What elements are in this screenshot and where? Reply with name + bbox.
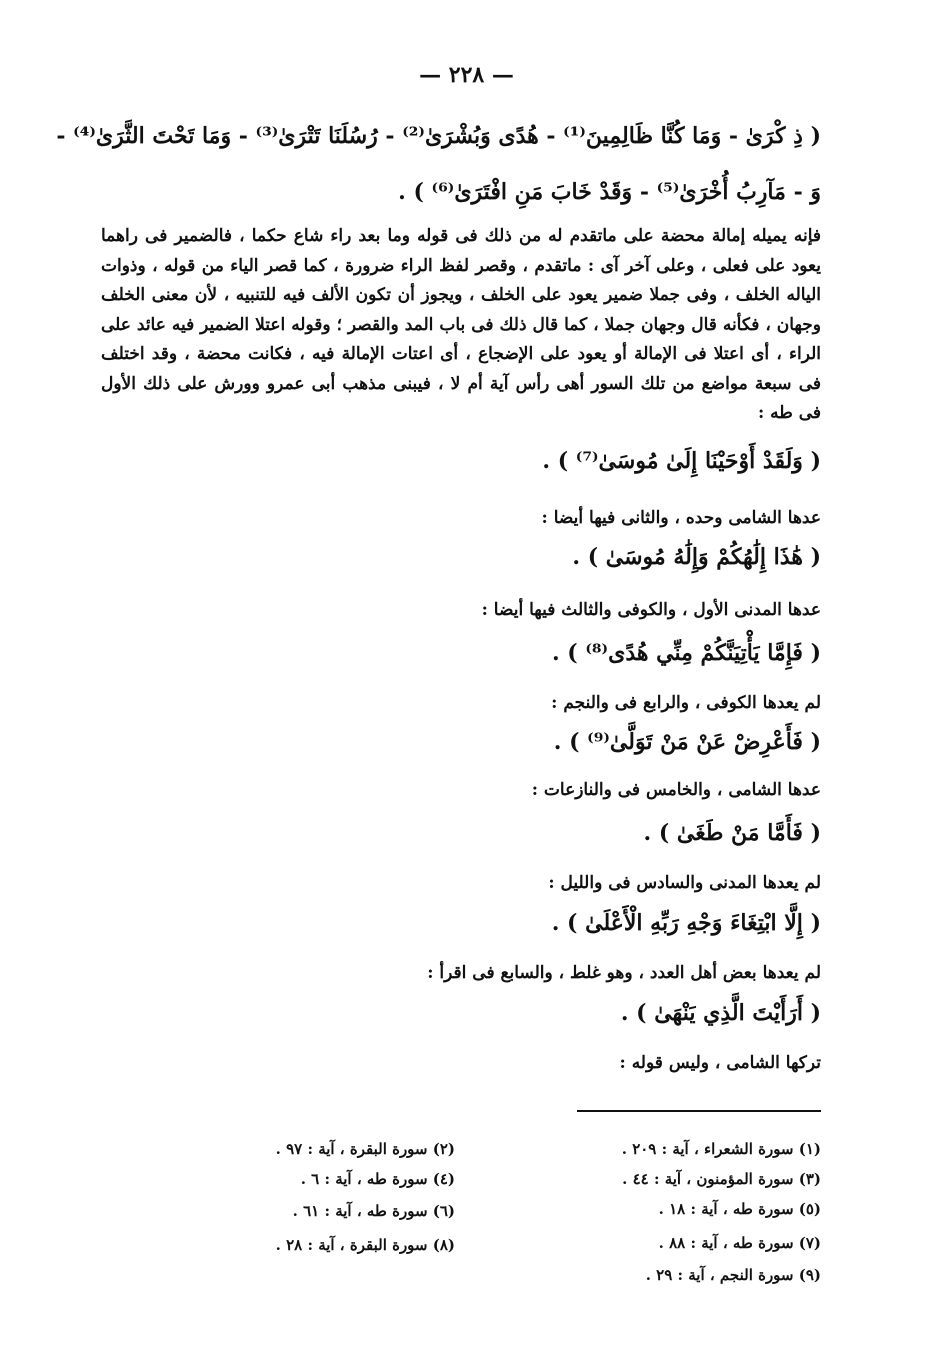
footnote: (٥) سورة طه ، آية : ١٨ . (658, 1200, 821, 1218)
footnote-divider (577, 1110, 821, 1112)
counting-note: لم يعدها المدنى والسادس فى والليل : (548, 873, 821, 893)
counting-note: تركها الشامى ، وليس قوله : (619, 1053, 821, 1073)
counting-note: عدها الشامى وحده ، والثانى فيها أيضا : (541, 508, 821, 528)
footnote: (٩) سورة النجم ، آية : ٢٩ . (645, 1266, 821, 1284)
quran-verse: ( هَٰذَا إِلَٰهُكُمْ وَإِلَٰهُ مُوسَىٰ ) . (572, 544, 821, 570)
footnote: (٢) سورة البقرة ، آية : ٩٧ . (275, 1140, 455, 1158)
footnote: (١) سورة الشعراء ، آية : ٢٠٩ . (621, 1140, 821, 1158)
footnote: (٤) سورة طه ، آية : ٦ . (300, 1170, 455, 1188)
footnote: (٦) سورة طه ، آية : ٦١ . (292, 1202, 455, 1220)
commentary-paragraph (101, 222, 821, 429)
quran-verse: ( فَأَعْرِضْ عَنْ مَنْ تَوَلَّىٰ⁽⁹⁾ ) . (553, 729, 821, 755)
footnote: (٨) سورة البقرة ، آية : ٢٨ . (275, 1236, 455, 1254)
counting-note: عدها الشامى ، والخامس فى والنازعات : (531, 780, 821, 800)
quran-verse: ( وَلَقَدْ أَوْحَيْنَا إِلَىٰ مُوسَىٰ⁽⁷⁾ ) . (542, 448, 821, 474)
counting-note: عدها المدنى الأول ، والكوفى والثالث فيها أيضا : (481, 600, 821, 620)
counting-note: لم يعدها الكوفى ، والرابع فى والنجم : (551, 693, 821, 713)
page-number: — ٢٢٨ — (419, 62, 514, 88)
quran-verse: ( فَأَمَّا مَنْ طَغَىٰ ) . (643, 820, 821, 846)
quran-verse: ( إِلَّا ابْتِغَاءَ وَجْهِ رَبِّهِ الْأَعْلَىٰ ) . (551, 910, 821, 936)
opening-verses (56, 108, 821, 220)
footnote: (٧) سورة طه ، آية : ٨٨ . (658, 1234, 821, 1252)
quran-verse: ( أَرَأَيْتَ الَّذِي يَنْهَىٰ ) . (620, 1000, 821, 1026)
paragraph-text: فإنه يميله إمالة محضة على ماتقدم له من ذلك فى قوله وما بعد راء شاع حكما ، فالضمير فى راهما يعود على فعلى ، وعلى آخر آى : ماتقدم ، وقصر لفظ الراء ضرورة ، كما قصر الياء من قوله ، وذوات الياله الخلف ، وفى جملا ضمير يعود على الخلف ، ويجوز أن تكون الألف فيه للتنبيه ، لأن معنى الخلف وجهان ، فكأنه قال وجهان جملا ، كما قال ذلك فى باب المد والقصر ؛ وقوله اعتلا الضمير فيه عائد على الراء ، أى اعتلا فى الإمالة أو يعود على الإضجاع ، أى اعتات الإمالة فيه ، فكانت محضة ، وقد اختلف فى سبعة مواضع من تلك السور أهى رأس آية أم لا ، فيبنى مذهب أبى عمرو وورش على ذلك الأول فى طه : (101, 226, 821, 423)
verse-line: ( ذِ كْرَىٰ - وَمَا كُنَّا ظَالِمِينَ⁽¹⁾ - هُدًى وَبُشْرَىٰ⁽²⁾ - رُسُلَنَا تَتْرَىٰ⁽³⁾ - وَمَا تَحْتَ الثَّرَىٰ⁽⁴⁾ - (56, 123, 821, 149)
verse-line: وَ - مَآرِبُ أُخْرَىٰ⁽⁵⁾ - وَقَدْ خَابَ مَنِ افْتَرَىٰ⁽⁶⁾ ) . (398, 179, 821, 205)
counting-note: لم يعدها بعض أهل العدد ، وهو غلط ، والسابع فى اقرأ : (427, 963, 821, 983)
quran-verse: ( فَإِمَّا يَأْتِيَنَّكُمْ مِنِّي هُدًى⁽⁸⁾ ) . (551, 640, 821, 666)
footnote: (٣) سورة المؤمنون ، آية : ٤٤ . (622, 1170, 821, 1188)
